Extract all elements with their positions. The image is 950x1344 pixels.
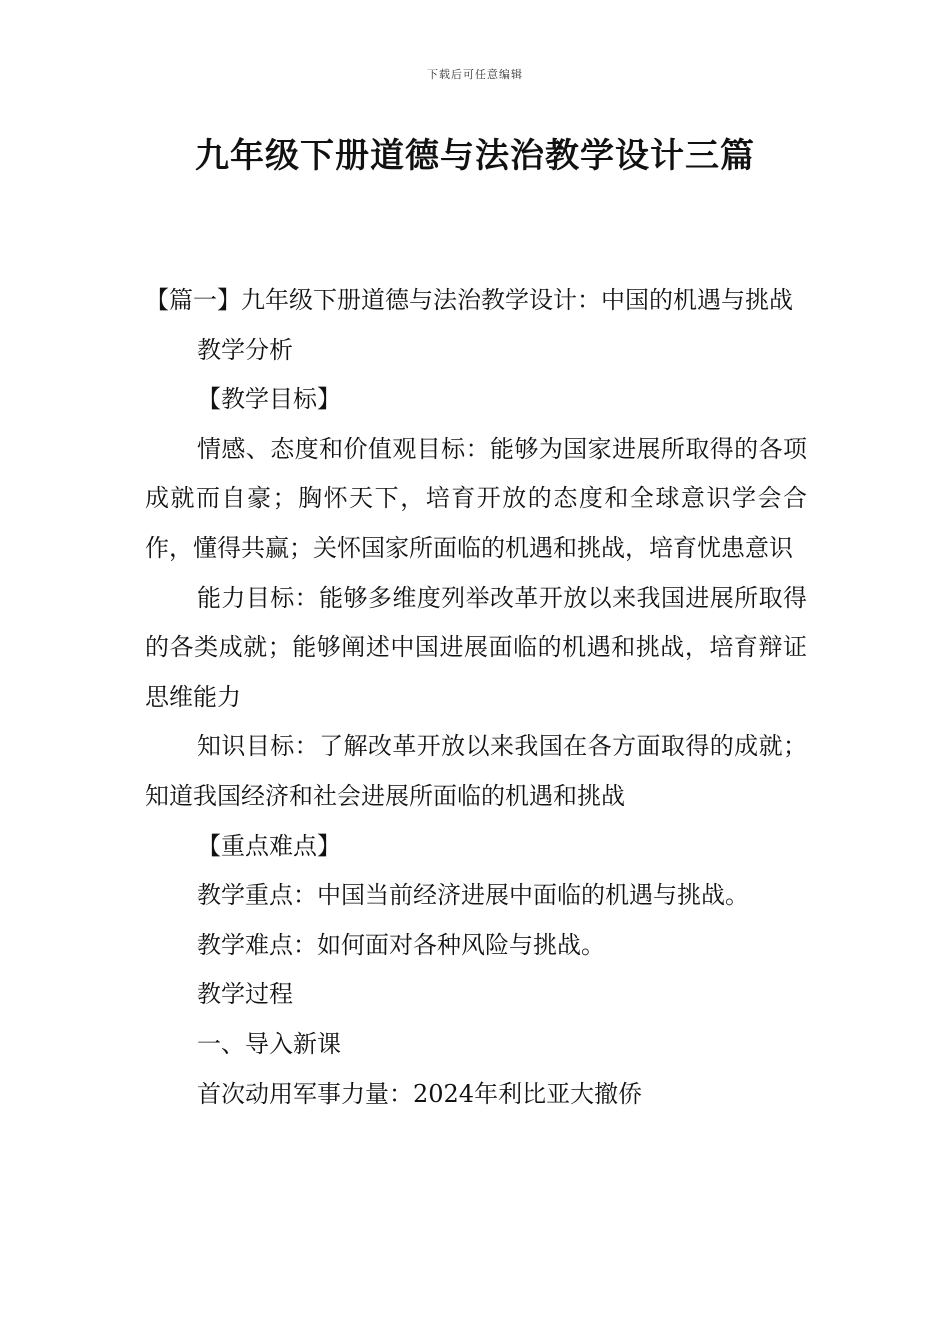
- subsection-heading: 教学分析: [197, 335, 293, 364]
- document-title: 九年级下册道德与法治教学设计三篇: [195, 136, 755, 176]
- bracket-heading: 【重点难点】: [197, 831, 341, 860]
- header-note: 下载后可任意编辑: [427, 68, 523, 81]
- bracket-heading: 【教学目标】: [197, 385, 341, 414]
- body-paragraph: 教学难点：如何面对各种风险与挑战。: [197, 930, 605, 959]
- body-paragraph: 情感、态度和价值观目标：能够为国家进展所取得的各项成就而自豪；胸怀天下，培育开放的态度和全球意识学会合作，懂得共赢；关怀国家所面临的机遇和挑战，培育忧患意识: [145, 434, 807, 562]
- body-paragraph: 教学重点：中国当前经济进展中面临的机遇与挑战。: [197, 881, 749, 910]
- section-heading: 【篇一】九年级下册道德与法治教学设计：中国的机遇与挑战: [145, 286, 793, 314]
- subsection-heading: 一、导入新课: [197, 1029, 341, 1058]
- subsection-heading: 教学过程: [197, 980, 293, 1009]
- body-paragraph: 知识目标：了解改革开放以来我国在各方面取得的成就；知道我国经济和社会进展所面临的机遇和挑战: [145, 732, 807, 810]
- document-body: [145, 276, 807, 1119]
- body-paragraph: 能力目标：能够多维度列举改革开放以来我国进展所取得的各类成就；能够阐述中国进展面临的机遇和挑战，培育辩证思维能力: [145, 583, 807, 711]
- body-paragraph: 首次动用军事力量：2024年利比亚大撤侨: [197, 1079, 643, 1108]
